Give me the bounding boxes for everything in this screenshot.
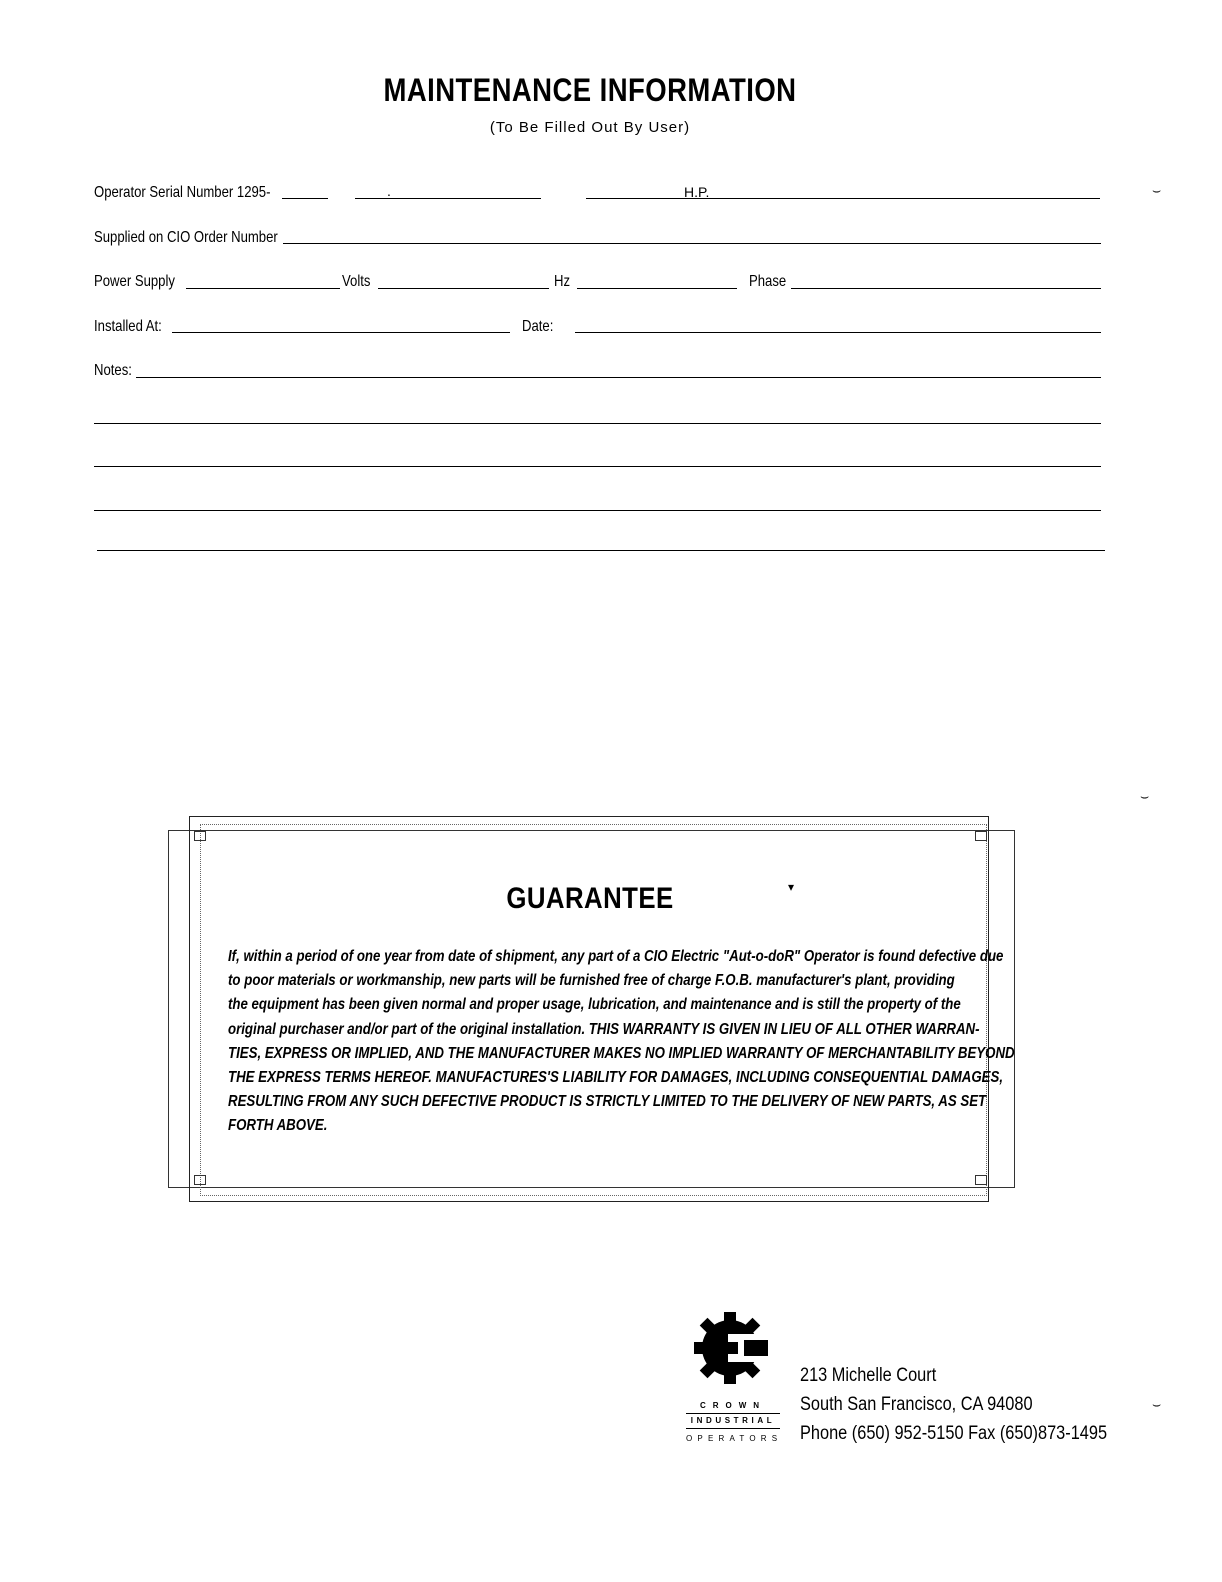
logo-wordmark-operators: OPERATORS — [686, 1434, 783, 1443]
date-label: Date: — [522, 318, 554, 335]
guarantee-title: GUARANTEE — [506, 882, 674, 915]
guarantee-line: the equipment has been given normal and proper usage, lubrication, and maintenance and is still the property of the — [228, 996, 961, 1014]
hz-field[interactable] — [577, 288, 737, 289]
page-subtitle: (To Be Filled Out By User) — [489, 119, 691, 136]
hz-label: Hz — [554, 273, 571, 290]
frame-corner — [194, 831, 206, 841]
serial-number-field-1[interactable] — [282, 198, 328, 199]
address-line-2: South San Francisco, CA 94080 — [800, 1394, 1033, 1415]
power-supply-label: Power Supply — [94, 273, 175, 290]
margin-mark: ⌣ — [1152, 182, 1162, 198]
power-supply-field[interactable] — [186, 288, 340, 289]
guarantee-line: FORTH ABOVE. — [228, 1117, 328, 1135]
installed-at-field[interactable] — [172, 332, 510, 333]
margin-mark: ⌣ — [1140, 788, 1150, 804]
phone-fax: Phone (650) 952-5150 Fax (650)873-1495 — [800, 1423, 1108, 1444]
serial-number-dot: . — [387, 183, 391, 199]
speck-mark: ▾ — [788, 880, 795, 894]
address-line-1: 213 Michelle Court — [800, 1365, 937, 1386]
logo-rule — [686, 1428, 780, 1429]
serial-number-field-2[interactable] — [355, 198, 541, 199]
guarantee-text — [228, 945, 1015, 1139]
guarantee-line: original purchaser and/or part of the original installation. THIS WARRANTY IS GIVEN IN LIEU OF ALL OTHER WARRAN- — [228, 1020, 980, 1038]
page-title: MAINTENANCE INFORMATION — [383, 72, 797, 108]
hp-field[interactable] — [586, 198, 1100, 199]
phase-label: Phase — [749, 273, 787, 290]
notes-line-3[interactable] — [94, 466, 1101, 467]
guarantee-line: to poor materials or workmanship, new parts will be furnished free of charge F.O.B. manufacturer's plant, providing — [228, 972, 955, 990]
notes-line-5[interactable] — [97, 550, 1105, 551]
guarantee-line: TIES, EXPRESS OR IMPLIED, AND THE MANUFACTURER MAKES NO IMPLIED WARRANTY OF MERCHANTABILITY BEYOND — [228, 1044, 1015, 1062]
notes-line-2[interactable] — [94, 423, 1101, 424]
order-number-label: Supplied on CIO Order Number — [94, 229, 278, 246]
guarantee-line: THE EXPRESS TERMS HEREOF. MANUFACTURES'S LIABILITY FOR DAMAGES, INCLUDING CONSEQUENTIAL DAMAGES, — [228, 1069, 1004, 1087]
logo-rule — [686, 1413, 780, 1414]
notes-line-1[interactable] — [136, 377, 1101, 378]
crown-gear-logo-icon — [690, 1310, 774, 1386]
installed-at-label: Installed At: — [94, 318, 162, 335]
notes-line-4[interactable] — [94, 510, 1101, 511]
volts-label: Volts — [342, 273, 371, 290]
serial-number-label: Operator Serial Number 1295- — [94, 184, 271, 201]
volts-field[interactable] — [378, 288, 549, 289]
frame-corner — [194, 1175, 206, 1185]
logo-wordmark-industrial: INDUSTRIAL — [690, 1416, 776, 1425]
guarantee-line: If, within a period of one year from date of shipment, any part of a CIO Electric "Aut-o-doR" Operator is found defective due — [228, 948, 1004, 965]
hp-label: H.P. — [684, 184, 710, 200]
phase-field[interactable] — [791, 288, 1101, 289]
frame-corner — [975, 1175, 987, 1185]
frame-corner — [975, 831, 987, 841]
logo-wordmark-crown: CROWN — [699, 1401, 767, 1410]
order-number-field[interactable] — [283, 243, 1101, 244]
date-field[interactable] — [575, 332, 1101, 333]
guarantee-line: RESULTING FROM ANY SUCH DEFECTIVE PRODUCT IS STRICTLY LIMITED TO THE DELIVERY OF NEW PARTS, AS SET — [228, 1093, 987, 1111]
notes-label: Notes: — [94, 362, 132, 379]
margin-mark: ⌣ — [1152, 1396, 1162, 1412]
